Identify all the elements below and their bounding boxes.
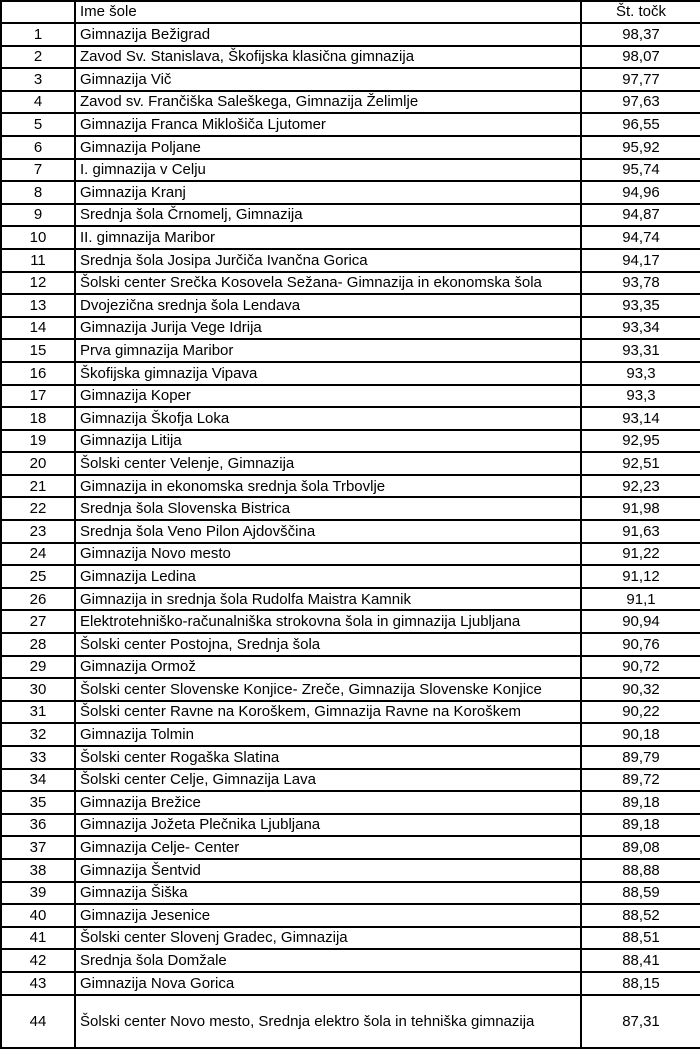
school-name-cell: Gimnazija Brežice — [75, 791, 581, 814]
score-cell: 91,22 — [581, 543, 700, 566]
school-name-cell: Gimnazija Ledina — [75, 565, 581, 588]
school-name-cell: Gimnazija Poljane — [75, 136, 581, 159]
school-name-cell: Srednja šola Josipa Jurčiča Ivančna Gorica — [75, 249, 581, 272]
table-row — [1, 656, 700, 679]
table-row — [1, 949, 700, 972]
rank-cell: 2 — [1, 46, 75, 69]
table-row — [1, 46, 700, 69]
table-row — [1, 475, 700, 498]
table-row — [1, 272, 700, 295]
score-cell: 91,1 — [581, 588, 700, 611]
score-cell: 91,98 — [581, 497, 700, 520]
score-cell: 90,76 — [581, 633, 700, 656]
rank-cell: 31 — [1, 701, 75, 724]
school-name-cell: Zavod sv. Frančiška Saleškega, Gimnazija Želimlje — [75, 91, 581, 114]
school-name-cell: II. gimnazija Maribor — [75, 226, 581, 249]
table-row — [1, 543, 700, 566]
score-cell: 90,32 — [581, 678, 700, 701]
score-cell: 89,18 — [581, 814, 700, 837]
rank-cell: 17 — [1, 385, 75, 408]
school-name-cell: Šolski center Rogaška Slatina — [75, 746, 581, 769]
score-cell: 93,31 — [581, 339, 700, 362]
score-cell: 90,72 — [581, 656, 700, 679]
table-row — [1, 995, 700, 1048]
school-name-cell: Srednja šola Črnomelj, Gimnazija — [75, 204, 581, 227]
school-name-cell: Šolski center Slovenj Gradec, Gimnazija — [75, 927, 581, 950]
score-cell: 93,78 — [581, 272, 700, 295]
rank-cell: 6 — [1, 136, 75, 159]
table-body — [1, 23, 700, 1048]
school-name-cell: Šolski center Srečka Kosovela Sežana- Gimnazija in ekonomska šola — [75, 272, 581, 295]
table-row — [1, 610, 700, 633]
school-name-cell: Šolski center Celje, Gimnazija Lava — [75, 769, 581, 792]
rank-cell: 4 — [1, 91, 75, 114]
rank-cell: 11 — [1, 249, 75, 272]
rank-cell: 39 — [1, 882, 75, 905]
table-row — [1, 701, 700, 724]
rank-cell: 41 — [1, 927, 75, 950]
score-cell: 88,15 — [581, 972, 700, 995]
rank-cell: 7 — [1, 159, 75, 182]
rank-cell: 13 — [1, 294, 75, 317]
table-row — [1, 520, 700, 543]
table-row — [1, 181, 700, 204]
score-cell: 89,08 — [581, 836, 700, 859]
header-row — [1, 1, 700, 23]
header-name-cell: Ime šole — [75, 1, 581, 23]
table-row — [1, 565, 700, 588]
rank-cell: 32 — [1, 723, 75, 746]
table-row — [1, 452, 700, 475]
score-cell: 90,94 — [581, 610, 700, 633]
score-cell: 92,23 — [581, 475, 700, 498]
table-row — [1, 204, 700, 227]
score-cell: 90,22 — [581, 701, 700, 724]
table-row — [1, 407, 700, 430]
school-name-cell: Šolski center Slovenske Konjice- Zreče, Gimnazija Slovenske Konjice — [75, 678, 581, 701]
rank-cell: 12 — [1, 272, 75, 295]
school-name-cell: Gimnazija Nova Gorica — [75, 972, 581, 995]
score-cell: 89,18 — [581, 791, 700, 814]
score-cell: 88,51 — [581, 927, 700, 950]
score-cell: 93,14 — [581, 407, 700, 430]
school-name-cell: Srednja šola Domžale — [75, 949, 581, 972]
score-cell: 94,87 — [581, 204, 700, 227]
table-row — [1, 633, 700, 656]
rank-cell: 28 — [1, 633, 75, 656]
table-row — [1, 927, 700, 950]
rank-cell: 23 — [1, 520, 75, 543]
table-row — [1, 882, 700, 905]
table-row — [1, 159, 700, 182]
rank-cell: 24 — [1, 543, 75, 566]
table-row — [1, 588, 700, 611]
school-name-cell: Srednja šola Slovenska Bistrica — [75, 497, 581, 520]
table-row — [1, 317, 700, 340]
school-name-cell: Šolski center Postojna, Srednja šola — [75, 633, 581, 656]
table-row — [1, 249, 700, 272]
table-row — [1, 497, 700, 520]
rank-cell: 5 — [1, 113, 75, 136]
school-name-cell: Šolski center Novo mesto, Srednja elektro šola in tehniška gimnazija — [75, 995, 581, 1048]
table-row — [1, 791, 700, 814]
school-name-cell: Gimnazija in srednja šola Rudolfa Maistra Kamnik — [75, 588, 581, 611]
table-row — [1, 904, 700, 927]
rank-cell: 14 — [1, 317, 75, 340]
rank-cell: 34 — [1, 769, 75, 792]
school-name-cell: Prva gimnazija Maribor — [75, 339, 581, 362]
rank-cell: 27 — [1, 610, 75, 633]
score-cell: 87,31 — [581, 995, 700, 1048]
table-row — [1, 836, 700, 859]
school-name-cell: Gimnazija Kranj — [75, 181, 581, 204]
table-row — [1, 859, 700, 882]
rank-cell: 22 — [1, 497, 75, 520]
school-name-cell: Dvojezična srednja šola Lendava — [75, 294, 581, 317]
table-row — [1, 136, 700, 159]
score-cell: 97,63 — [581, 91, 700, 114]
score-cell: 88,88 — [581, 859, 700, 882]
school-name-cell: Gimnazija Šentvid — [75, 859, 581, 882]
school-name-cell: Gimnazija Bežigrad — [75, 23, 581, 46]
school-name-cell: Gimnazija Vič — [75, 68, 581, 91]
school-name-cell: Gimnazija Koper — [75, 385, 581, 408]
table-row — [1, 68, 700, 91]
table-row — [1, 362, 700, 385]
school-name-cell: Gimnazija in ekonomska srednja šola Trbovlje — [75, 475, 581, 498]
rank-cell: 16 — [1, 362, 75, 385]
rank-cell: 15 — [1, 339, 75, 362]
score-cell: 89,79 — [581, 746, 700, 769]
school-name-cell: Gimnazija Jožeta Plečnika Ljubljana — [75, 814, 581, 837]
school-name-cell: Gimnazija Ormož — [75, 656, 581, 679]
score-cell: 91,12 — [581, 565, 700, 588]
rank-cell: 38 — [1, 859, 75, 882]
rank-cell: 43 — [1, 972, 75, 995]
school-name-cell: I. gimnazija v Celju — [75, 159, 581, 182]
rank-cell: 19 — [1, 430, 75, 453]
rank-cell: 36 — [1, 814, 75, 837]
table-row — [1, 113, 700, 136]
table-row — [1, 226, 700, 249]
table-row — [1, 430, 700, 453]
school-name-cell: Gimnazija Jurija Vege Idrija — [75, 317, 581, 340]
table-row — [1, 294, 700, 317]
score-cell: 94,17 — [581, 249, 700, 272]
school-name-cell: Škofijska gimnazija Vipava — [75, 362, 581, 385]
score-cell: 94,74 — [581, 226, 700, 249]
school-name-cell: Srednja šola Veno Pilon Ajdovščina — [75, 520, 581, 543]
table-row — [1, 339, 700, 362]
score-cell: 92,51 — [581, 452, 700, 475]
rank-cell: 33 — [1, 746, 75, 769]
score-cell: 89,72 — [581, 769, 700, 792]
table-row — [1, 23, 700, 46]
table-row — [1, 385, 700, 408]
rank-cell: 1 — [1, 23, 75, 46]
school-name-cell: Elektrotehniško-računalniška strokovna šola in gimnazija Ljubljana — [75, 610, 581, 633]
rank-cell: 35 — [1, 791, 75, 814]
table-row — [1, 678, 700, 701]
rank-cell: 3 — [1, 68, 75, 91]
score-cell: 88,52 — [581, 904, 700, 927]
score-cell: 94,96 — [581, 181, 700, 204]
rank-cell: 40 — [1, 904, 75, 927]
school-name-cell: Gimnazija Litija — [75, 430, 581, 453]
header-score-cell: Št. točk — [581, 1, 700, 23]
score-cell: 95,92 — [581, 136, 700, 159]
school-name-cell: Gimnazija Celje- Center — [75, 836, 581, 859]
score-cell: 91,63 — [581, 520, 700, 543]
rank-cell: 30 — [1, 678, 75, 701]
score-cell: 96,55 — [581, 113, 700, 136]
header-rank-cell — [1, 1, 75, 23]
school-name-cell: Gimnazija Franca Miklošiča Ljutomer — [75, 113, 581, 136]
table-row — [1, 769, 700, 792]
score-cell: 98,07 — [581, 46, 700, 69]
rank-cell: 42 — [1, 949, 75, 972]
school-name-cell: Gimnazija Tolmin — [75, 723, 581, 746]
table-row — [1, 746, 700, 769]
rank-cell: 37 — [1, 836, 75, 859]
score-cell: 90,18 — [581, 723, 700, 746]
table-header — [1, 1, 700, 23]
school-name-cell: Gimnazija Novo mesto — [75, 543, 581, 566]
rank-cell: 10 — [1, 226, 75, 249]
school-name-cell: Gimnazija Jesenice — [75, 904, 581, 927]
score-cell: 98,37 — [581, 23, 700, 46]
rank-cell: 21 — [1, 475, 75, 498]
school-name-cell: Zavod Sv. Stanislava, Škofijska klasična gimnazija — [75, 46, 581, 69]
rank-cell: 44 — [1, 995, 75, 1048]
score-cell: 93,3 — [581, 362, 700, 385]
score-cell: 93,35 — [581, 294, 700, 317]
school-name-cell: Šolski center Velenje, Gimnazija — [75, 452, 581, 475]
rank-cell: 18 — [1, 407, 75, 430]
rank-cell: 26 — [1, 588, 75, 611]
school-name-cell: Šolski center Ravne na Koroškem, Gimnazija Ravne na Koroškem — [75, 701, 581, 724]
table-row — [1, 723, 700, 746]
score-cell: 95,74 — [581, 159, 700, 182]
score-cell: 93,34 — [581, 317, 700, 340]
table-row — [1, 91, 700, 114]
rank-cell: 20 — [1, 452, 75, 475]
school-name-cell: Gimnazija Škofja Loka — [75, 407, 581, 430]
rank-cell: 8 — [1, 181, 75, 204]
rank-cell: 29 — [1, 656, 75, 679]
score-cell: 92,95 — [581, 430, 700, 453]
score-cell: 97,77 — [581, 68, 700, 91]
score-cell: 88,59 — [581, 882, 700, 905]
rank-cell: 9 — [1, 204, 75, 227]
table-row — [1, 814, 700, 837]
table-row — [1, 972, 700, 995]
score-cell: 88,41 — [581, 949, 700, 972]
score-cell: 93,3 — [581, 385, 700, 408]
rank-cell: 25 — [1, 565, 75, 588]
school-name-cell: Gimnazija Šiška — [75, 882, 581, 905]
